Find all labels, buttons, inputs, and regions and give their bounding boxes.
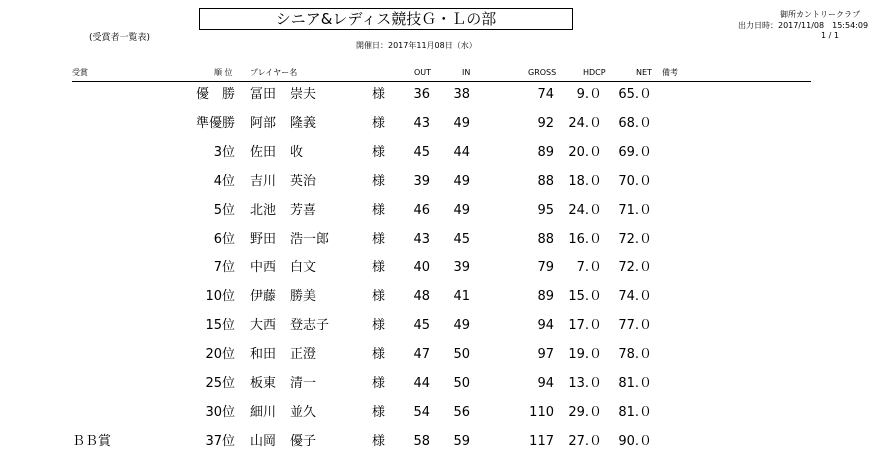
out-cell: 36 [413, 87, 430, 102]
last-name-cell: 吉川 [250, 173, 277, 189]
col-player: プレイヤー名 [250, 68, 298, 77]
first-name-cell: 崇夫 [290, 87, 317, 102]
table-row [0, 346, 887, 374]
in-cell: 50 [453, 347, 470, 363]
honorific-cell: 様 [372, 115, 386, 131]
honorific-cell: 様 [372, 87, 386, 102]
col-net: NET [636, 68, 652, 77]
out-cell: 48 [413, 289, 430, 305]
gross-cell: 117 [529, 433, 554, 449]
net-cell: 72.０ [618, 231, 652, 247]
col-out: OUT [414, 68, 432, 77]
net-cell: 74.０ [618, 289, 652, 305]
club-name: 御所カントリークラブ [780, 10, 860, 19]
col-award: 受賞 [72, 68, 88, 77]
header-rule [72, 81, 811, 82]
col-in: IN [462, 68, 471, 77]
first-name-cell: 清一 [290, 376, 317, 391]
in-cell: 59 [453, 433, 470, 449]
last-name-cell: 山岡 [250, 433, 277, 449]
hdcp-cell: 29.０ [568, 404, 602, 420]
in-cell: 56 [453, 404, 470, 420]
in-cell: 49 [453, 173, 470, 189]
table-row [0, 86, 887, 114]
last-name-cell: 野田 [250, 231, 277, 247]
report-subtitle: (受賞者一覧表) [89, 33, 151, 43]
net-cell: 81.０ [618, 376, 652, 391]
net-cell: 81.０ [618, 404, 652, 420]
honorific-cell: 様 [372, 376, 386, 391]
out-cell: 47 [413, 347, 430, 363]
in-cell: 39 [453, 260, 470, 276]
rank-cell: 10位 [205, 289, 235, 305]
rank-cell: 6位 [213, 231, 235, 247]
rank-cell: 優 勝 [195, 87, 235, 102]
table-row [0, 144, 887, 172]
gross-cell: 74 [537, 87, 554, 102]
first-name-cell: 芳喜 [290, 202, 317, 218]
gross-cell: 92 [537, 115, 554, 131]
last-name-cell: 細川 [250, 404, 277, 420]
hdcp-cell: 7.０ [576, 260, 602, 276]
first-name-cell: 英治 [290, 173, 317, 189]
rank-cell: 15位 [205, 318, 235, 334]
first-name-cell: 白文 [290, 260, 317, 276]
net-cell: 69.０ [618, 144, 652, 160]
last-name-cell: 板東 [250, 376, 277, 391]
hdcp-cell: 9.０ [576, 87, 602, 102]
honorific-cell: 様 [372, 260, 386, 276]
gross-cell: 88 [537, 173, 554, 189]
gross-cell: 94 [537, 318, 554, 334]
first-name-cell: 隆義 [290, 115, 317, 131]
table-row [0, 375, 887, 403]
output-datetime: 出力日時：2017/11/08 15:54:09 [738, 21, 869, 30]
in-cell: 41 [453, 289, 470, 305]
out-cell: 43 [413, 115, 430, 131]
in-cell: 50 [453, 376, 470, 391]
out-cell: 54 [413, 404, 430, 420]
col-hdcp: HDCP [583, 68, 606, 77]
first-name-cell: 並久 [290, 404, 317, 420]
rank-cell: 7位 [213, 260, 235, 276]
table-row [0, 288, 887, 316]
out-cell: 43 [413, 231, 430, 247]
gross-cell: 88 [537, 231, 554, 247]
honorific-cell: 様 [372, 173, 386, 189]
last-name-cell: 和田 [250, 347, 277, 363]
hdcp-cell: 27.０ [568, 433, 602, 449]
table-row [0, 173, 887, 201]
net-cell: 65.０ [618, 87, 652, 102]
hdcp-cell: 20.０ [568, 144, 602, 160]
first-name-cell: 收 [290, 144, 304, 160]
gross-cell: 95 [537, 202, 554, 218]
last-name-cell: 大西 [250, 318, 277, 334]
last-name-cell: 中西 [250, 260, 277, 276]
rank-cell: 4位 [213, 173, 235, 189]
rank-cell: 20位 [205, 347, 235, 363]
in-cell: 49 [453, 115, 470, 131]
held-date: 開催日：2017年11月08日（水） [356, 41, 477, 50]
rank-cell: 30位 [205, 404, 235, 420]
table-row [0, 202, 887, 230]
hdcp-cell: 15.０ [568, 289, 602, 305]
in-cell: 38 [453, 87, 470, 102]
net-cell: 71.０ [618, 202, 652, 218]
last-name-cell: 佐田 [250, 144, 277, 160]
hdcp-cell: 18.０ [568, 173, 602, 189]
gross-cell: 79 [537, 260, 554, 276]
in-cell: 49 [453, 202, 470, 218]
honorific-cell: 様 [372, 404, 386, 420]
honorific-cell: 様 [372, 144, 386, 160]
net-cell: 72.０ [618, 260, 652, 276]
table-row [0, 259, 887, 287]
col-gross: GROSS [528, 68, 557, 77]
hdcp-cell: 13.０ [568, 376, 602, 391]
net-cell: 78.０ [618, 347, 652, 363]
hdcp-cell: 16.０ [568, 231, 602, 247]
gross-cell: 89 [537, 144, 554, 160]
net-cell: 70.０ [618, 173, 652, 189]
hdcp-cell: 17.０ [568, 318, 602, 334]
rank-cell: 37位 [205, 433, 235, 449]
in-cell: 45 [453, 231, 470, 247]
in-cell: 49 [453, 318, 470, 334]
last-name-cell: 阿部 [250, 115, 277, 131]
last-name-cell: 北池 [250, 202, 277, 218]
out-cell: 45 [413, 144, 430, 160]
table-row [0, 231, 887, 259]
out-cell: 44 [413, 376, 430, 391]
gross-cell: 110 [529, 404, 554, 420]
first-name-cell: 浩一郎 [290, 231, 330, 247]
rank-cell: 3位 [213, 144, 235, 160]
col-note: 備考 [662, 68, 678, 77]
report-title: シニア&レディス競技Ｇ・Ｌの部 [199, 8, 573, 30]
gross-cell: 94 [537, 376, 554, 391]
out-cell: 39 [413, 173, 430, 189]
honorific-cell: 様 [372, 289, 386, 305]
honorific-cell: 様 [372, 433, 386, 449]
honorific-cell: 様 [372, 347, 386, 363]
honorific-cell: 様 [372, 231, 386, 247]
rank-cell: 準優勝 [195, 115, 235, 131]
col-rank: 順 位 [214, 68, 233, 77]
honorific-cell: 様 [372, 318, 386, 334]
gross-cell: 89 [537, 289, 554, 305]
last-name-cell: 伊藤 [250, 289, 277, 305]
hdcp-cell: 24.０ [568, 115, 602, 131]
rank-cell: 25位 [205, 376, 235, 391]
net-cell: 68.０ [618, 115, 652, 131]
honorific-cell: 様 [372, 202, 386, 218]
hdcp-cell: 19.０ [568, 347, 602, 363]
table-row [0, 433, 887, 461]
first-name-cell: 勝美 [290, 289, 317, 305]
first-name-cell: 登志子 [290, 318, 330, 334]
out-cell: 45 [413, 318, 430, 334]
first-name-cell: 正澄 [290, 347, 317, 363]
table-row [0, 115, 887, 143]
net-cell: 90.０ [618, 433, 652, 449]
award-cell: ＢＢ賞 [72, 433, 112, 449]
hdcp-cell: 24.０ [568, 202, 602, 218]
first-name-cell: 優子 [290, 433, 317, 449]
out-cell: 46 [413, 202, 430, 218]
table-row [0, 317, 887, 345]
gross-cell: 97 [537, 347, 554, 363]
out-cell: 58 [413, 433, 430, 449]
in-cell: 44 [453, 144, 470, 160]
rank-cell: 5位 [213, 202, 235, 218]
page-number: 1 / 1 [821, 31, 839, 40]
last-name-cell: 冨田 [250, 87, 277, 102]
net-cell: 77.０ [618, 318, 652, 334]
out-cell: 40 [413, 260, 430, 276]
table-row [0, 404, 887, 432]
